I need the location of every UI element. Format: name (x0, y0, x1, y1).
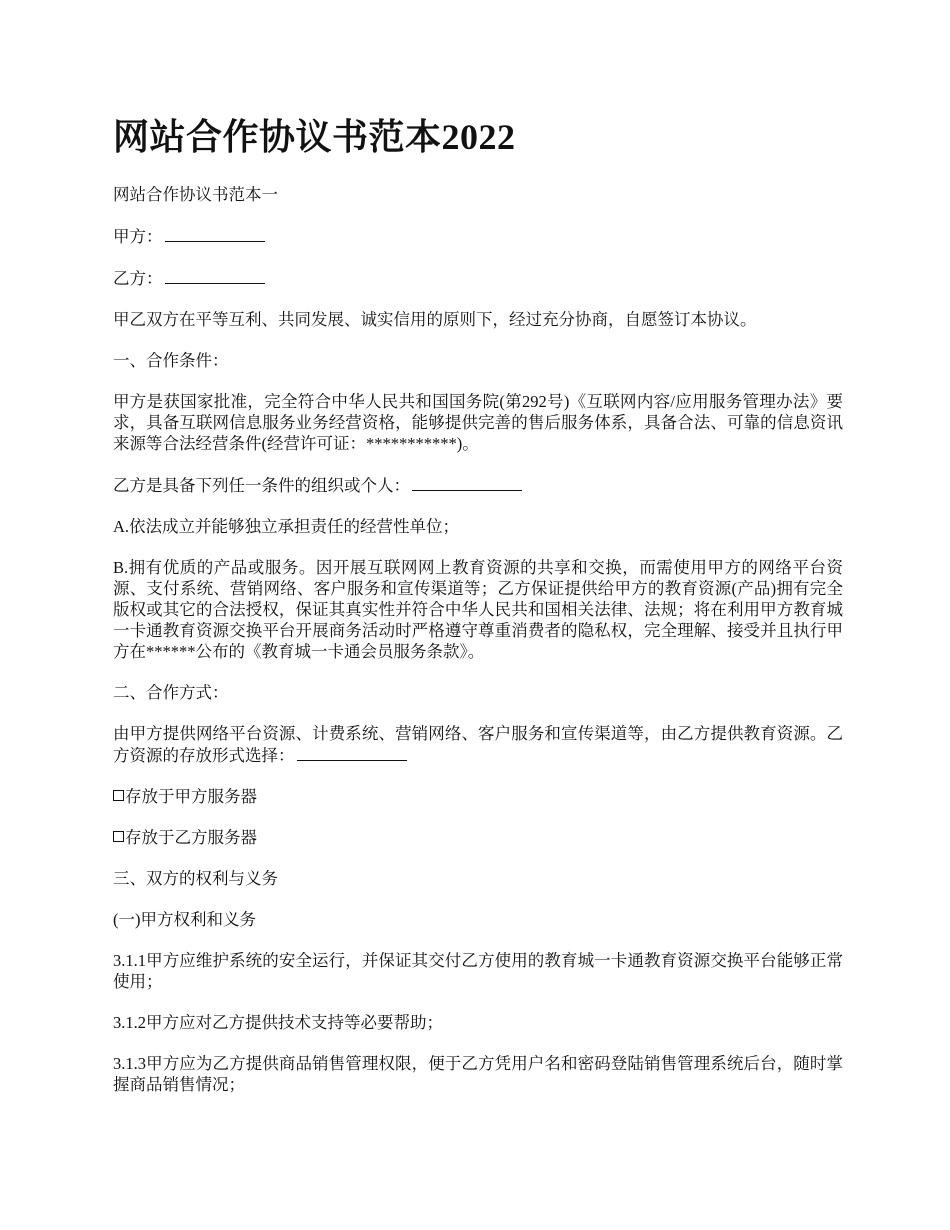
intro-paragraph: 甲乙双方在平等互利、共同发展、诚实信用的原则下，经过充分协商，自愿签订本协议。 (113, 310, 757, 329)
party-b-line (113, 267, 843, 289)
party-a-blank (165, 225, 265, 242)
party-b-blank (165, 267, 265, 284)
section3-subheading-1: (一)甲方权利和义务 (113, 910, 256, 929)
section1-paragraph-2 (113, 474, 843, 496)
section2-paragraph (113, 723, 843, 766)
section2-heading: 二、合作方式： (113, 683, 229, 702)
storage-form-text: 由甲方提供网络平台资源、计费系统、营销网络、客户服务和宣传渠道等，由乙方提供教育资源。乙方资源的存放形式选择： (113, 724, 843, 765)
section1-heading: 一、合作条件： (113, 351, 229, 370)
section1-paragraph-1: 甲方是获国家批准，完全符合中华人民共和国国务院(第292号)《互联网内容/应用服务管理办法》要求，具备互联网信息服务业务经营资格，能够提供完善的售后服务体系，具备合法、可靠的信息资讯来源等合法经营条件(经营许可证：***********)。 (113, 392, 843, 453)
party-b-conditions-label: 乙方是具备下列任一条件的组织或个人： (113, 476, 410, 495)
document-title: 网站合作协议书范本2022 (113, 117, 516, 157)
party-a-line (113, 225, 843, 247)
clause-3-1-1: 3.1.1甲方应维护系统的安全运行，并保证其交付乙方使用的教育城一卡通教育资源交换平台能够正常使用； (113, 951, 843, 991)
clause-3-1-2: 3.1.2甲方应对乙方提供技术支持等必要帮助； (113, 1013, 443, 1032)
checkbox-icon (113, 831, 124, 842)
party-b-label: 乙方： (113, 269, 163, 288)
document-subtitle: 网站合作协议书范本一 (113, 185, 278, 204)
document-page (113, 112, 843, 1115)
storage-option-2-label: 存放于乙方服务器 (125, 828, 257, 847)
checkbox-icon (113, 790, 124, 801)
section3-heading: 三、双方的权利与义务 (113, 869, 278, 888)
storage-option-1-label: 存放于甲方服务器 (125, 787, 257, 806)
party-a-label: 甲方： (113, 227, 163, 246)
storage-option-2 (113, 827, 843, 848)
storage-option-1 (113, 786, 843, 807)
storage-form-blank (297, 744, 407, 761)
section1-item-a: A.依法成立并能够独立承担责任的经营性单位； (113, 517, 460, 536)
party-b-conditions-blank (412, 474, 522, 491)
clause-3-1-3: 3.1.3甲方应为乙方提供商品销售管理权限，便于乙方凭用户名和密码登陆销售管理系统后台，随时掌握商品销售情况； (113, 1054, 843, 1094)
section1-item-b: B.拥有优质的产品或服务。因开展互联网网上教育资源的共享和交换，而需使用甲方的网络平台资源、支付系统、营销网络、客户服务和宣传渠道等；乙方保证提供给甲方的教育资源(产品)拥有完全版权或其它的合法授权，保证其真实性并符合中华人民共和国相关法律、法规；将在利用甲方教育城一卡通教育资源交换平台开展商务活动时严格遵守尊重消费者的隐私权，完全理解、接受并且执行甲方在******公布的《教育城一卡通会员服务条款》。 (113, 558, 843, 661)
